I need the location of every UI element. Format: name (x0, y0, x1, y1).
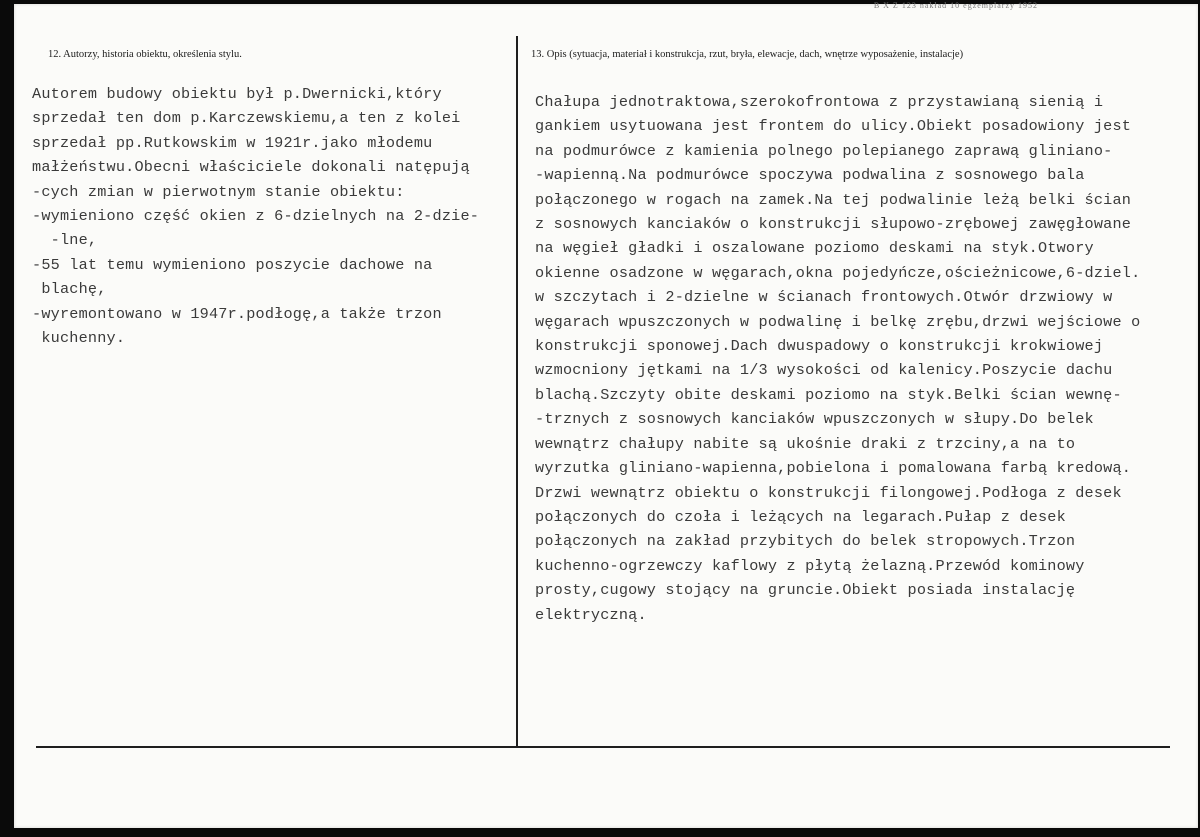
history-line: -wymieniono część okien z 6-dzielnych na 2-dzie- (32, 207, 480, 226)
history-line: -lne, (32, 231, 98, 250)
description-line: -trznych z sosnowych kanciaków wpuszczonych w słupy.Do belek (535, 410, 1094, 429)
form-sheet (14, 1, 1198, 828)
history-text-block (32, 82, 479, 350)
print-stamp: B X Z 123 nakład 10 egzemplarzy 1952 (873, 1, 1038, 10)
description-text-block (535, 90, 1140, 627)
description-line: Chałupa jednotraktowa,szerokofrontowa z przystawianą sienią i (535, 93, 1104, 111)
description-line: w szczytach i 2-dzielne w ścianach frontowych.Otwór drzwiowy w (535, 288, 1113, 307)
description-line: wzmocniony jętkami na 1/3 wysokości od kalenicy.Poszycie dachu (535, 361, 1113, 380)
section-13-heading: 13. Opis (sytuacja, materiał i konstrukcja, rzut, bryła, elewacje, dach, wnętrze wyposażenie, instalacje) (531, 49, 964, 60)
description-line: gankiem usytuowana jest frontem do ulicy.Obiekt posadowiony jest (535, 117, 1132, 136)
description-line: kuchenno-ogrzewczy kaflowy z płytą żelazną.Przewód kominowy (535, 556, 1085, 575)
history-line: sprzedał ten dom p.Karczewskiemu,a ten z kolei (32, 109, 461, 128)
description-line: połączonych na zakład przybitych do belek stropowych.Trzon (535, 532, 1076, 551)
history-line: Autorem budowy obiektu był p.Dwernicki,który (32, 85, 442, 103)
history-line: blachę, (32, 280, 107, 299)
history-line: sprzedał pp.Rutkowskim w 1921r.jako młodemu (32, 133, 433, 152)
description-line: prosty,cugowy stojący na gruncie.Obiekt posiada instalację (535, 581, 1076, 600)
description-line: węgarach wpuszczonych w podwalinę i belkę zrębu,drzwi wejściowe o (535, 312, 1141, 331)
description-line: okienne osadzone w węgarach,okna pojedyńcze,ościeżnicowe,6-dziel. (535, 263, 1141, 282)
description-line: na podmurówce z kamienia polnego polepianego zaprawą gliniano- (535, 141, 1113, 160)
description-line: Drzwi wewnątrz obiektu o konstrukcji filongowej.Podłoga z desek (535, 483, 1122, 502)
description-line: wyrzutka gliniano-wapienna,pobielona i pomalowana farbą kredową. (535, 459, 1132, 478)
description-line: blachą.Szczyty obite deskami poziomo na styk.Belki ścian wewnę- (535, 385, 1122, 404)
description-line: wewnątrz chałupy nabite są ukośnie draki z trzciny,a na to (535, 434, 1076, 453)
description-line: z sosnowych kanciaków o konstrukcji słupowo-zrębowej zawęgłowane (535, 215, 1132, 234)
section-12-heading: 12. Autorzy, historia obiektu, określenia stylu. (48, 49, 242, 60)
description-line: na węgieł gładki i oszalowane poziomo deskami na styk.Otwory (535, 239, 1094, 258)
description-line: konstrukcji sponowej.Dach dwuspadowy o konstrukcji krokwiowej (535, 337, 1104, 356)
history-line: małżeństwu.Obecni właściciele dokonali natępują (32, 158, 470, 177)
description-line: -wapienną.Na podmurówce spoczywa podwalina z sosnowego bala (535, 166, 1085, 185)
history-line: -cych zmian w pierwotnym stanie obiektu: (32, 182, 405, 201)
history-line: -55 lat temu wymieniono poszycie dachowe na (32, 255, 433, 274)
description-line: połączonych do czoła i leżących na legarach.Pułap z desek (535, 507, 1066, 526)
description-line: elektryczną. (535, 605, 647, 624)
column-divider (516, 36, 518, 746)
description-line: połączonego w rogach na zamek.Na tej podwalinie leżą belki ścian (535, 190, 1132, 209)
history-line: kuchenny. (32, 329, 126, 348)
bottom-rule (36, 746, 1170, 748)
history-line: -wyremontowano w 1947r.podłogę,a także trzon (32, 304, 442, 323)
